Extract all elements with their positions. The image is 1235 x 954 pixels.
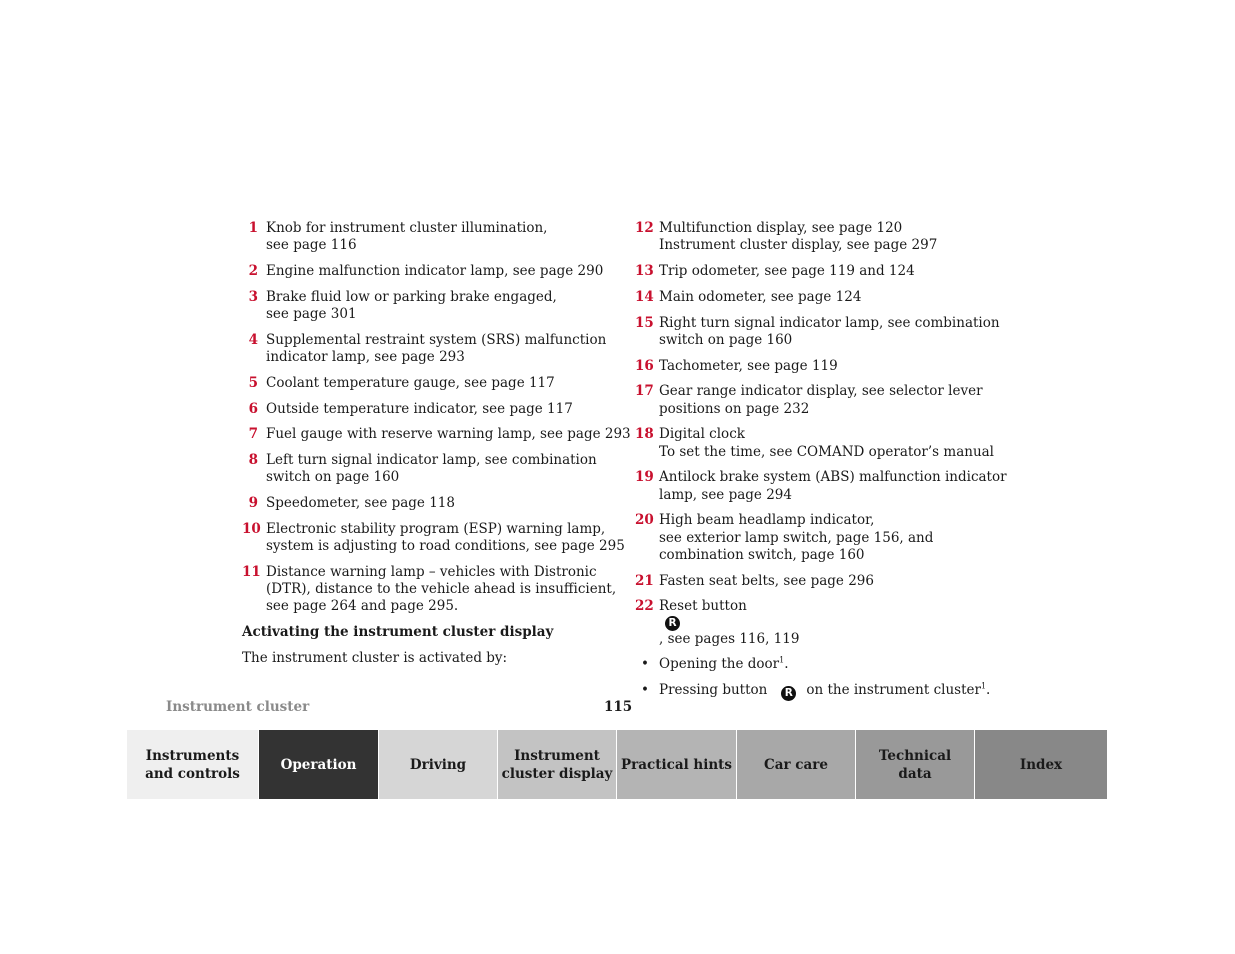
tab-technical-data[interactable] (856, 730, 975, 799)
item-text-line: combination switch, page 160 (659, 546, 865, 563)
item-text-line: see exterior lamp switch, page 156, and (659, 529, 934, 546)
item-number: 14 (635, 288, 654, 305)
bullet-text: on the instrument cluster (806, 682, 981, 699)
item-text-line: Multifunction display, see page 120 (659, 220, 903, 236)
item-text-line: Tachometer, see page 119 (659, 357, 838, 374)
tab-practical-hints[interactable] (617, 730, 737, 799)
item-number: 10 (242, 520, 261, 537)
item-number: 1 (248, 220, 258, 236)
bullet-text: Pressing button (659, 682, 768, 699)
tab-instrument-cluster-display[interactable] (498, 730, 617, 799)
footer-section-title: Instrument cluster (166, 699, 310, 715)
legend-item-19 (635, 469, 1015, 503)
item-number: 16 (635, 357, 654, 374)
legend-item-22 (635, 598, 1015, 647)
tab-label: and controls (145, 765, 240, 782)
item-text-line: Coolant temperature gauge, see page 117 (266, 374, 555, 391)
tab-label: data (898, 765, 932, 782)
legend-item-4 (242, 332, 614, 366)
item-text-line: Outside temperature indicator, see page 117 (266, 400, 573, 417)
section-heading: Activating the instrument cluster display (242, 624, 554, 641)
bullet-end: . (986, 682, 991, 699)
bullet-item (635, 656, 1015, 673)
footnote-marker: 1 (980, 681, 987, 691)
legend-item-5 (242, 375, 614, 392)
tab-label: Driving (409, 756, 467, 773)
item-number: 17 (635, 383, 654, 400)
reset-button-icon: R (781, 686, 796, 701)
item-text-line: Speedometer, see page 118 (266, 495, 455, 512)
tab-index[interactable] (975, 730, 1108, 799)
bullet-icon: • (641, 656, 649, 673)
tab-instruments-and-controls[interactable] (127, 730, 259, 799)
item-number: 4 (248, 331, 258, 348)
item-text-line: see page 301 (266, 306, 357, 322)
item-number: 18 (635, 426, 654, 443)
item-text-line: lamp, see page 294 (659, 486, 792, 503)
item-text-line: positions on page 232 (659, 400, 810, 417)
tab-label: cluster display (501, 765, 613, 782)
item-number: 19 (635, 469, 654, 486)
item-text-line: Main odometer, see page 124 (659, 288, 862, 305)
chapter-tab-bar (127, 730, 1108, 799)
bullet-end: . (784, 656, 789, 673)
item-text-line: Gear range indicator display, see selector lever (659, 383, 983, 400)
right-column (635, 220, 1015, 710)
item-text-line: Fasten seat belts, see page 296 (659, 572, 874, 589)
item-number: 5 (248, 374, 258, 391)
item-text-line: (DTR), distance to the vehicle ahead is insufficient, (266, 581, 617, 598)
legend-list-right (635, 220, 1015, 590)
item-text-line: Right turn signal indicator lamp, see combination (659, 314, 1000, 331)
item-text-line: Antilock brake system (ABS) malfunction indicator (659, 469, 1007, 486)
item-text-line: indicator lamp, see page 293 (266, 349, 465, 365)
tab-label: Technical (878, 747, 952, 764)
item-text-line: system is adjusting to road conditions, see page 295 (266, 538, 625, 555)
section-intro: The instrument cluster is activated by: (242, 649, 508, 666)
item-text-line: see page 116 (266, 237, 357, 254)
left-column (242, 220, 631, 667)
tab-operation[interactable] (259, 730, 379, 799)
item-text-line: Trip odometer, see page 119 and 124 (659, 263, 915, 279)
tab-label: Car care (764, 756, 828, 773)
legend-item-14 (635, 289, 1015, 306)
legend-item-13 (635, 263, 1015, 280)
reset-button-icon: R (665, 616, 680, 631)
tab-car-care[interactable] (737, 730, 856, 799)
page-number: 115 (604, 699, 633, 715)
item-number: 2 (248, 263, 258, 279)
legend-item-7 (242, 426, 631, 443)
tab-label: Instruments (145, 747, 240, 764)
legend-item-20 (635, 512, 1015, 564)
item-text: , see pages 116, 119 (659, 630, 800, 647)
item-text-line: High beam headlamp indicator, (659, 512, 875, 529)
item-number: 7 (248, 426, 258, 443)
item-text-line: switch on page 160 (266, 469, 400, 486)
item-text-line: Distance warning lamp – vehicles with Distronic (266, 563, 597, 580)
item-number: 13 (635, 263, 654, 279)
item-text-line: see page 264 and page 295. (266, 598, 459, 615)
item-number: 11 (242, 563, 261, 580)
tab-label: Operation (280, 756, 357, 773)
item-number: 9 (248, 495, 258, 512)
item-text-line: Digital clock (659, 426, 745, 443)
tab-driving[interactable] (379, 730, 498, 799)
item-number: 6 (248, 400, 258, 417)
item-text-line: Instrument cluster display, see page 297 (659, 237, 938, 254)
item-text-line: To set the time, see COMAND operator’s manual (659, 443, 995, 460)
footnote-marker: 1 (779, 655, 785, 665)
legend-item-6 (242, 401, 614, 418)
item-text-line: Brake fluid low or parking brake engaged, (266, 288, 557, 305)
legend-item-21 (635, 573, 1015, 590)
legend-item-15 (635, 315, 1015, 349)
legend-item-1 (242, 220, 614, 254)
item-number: 20 (635, 512, 654, 529)
bullet-item (635, 682, 1015, 701)
item-text-line: Fuel gauge with reserve warning lamp, see page 293 (266, 426, 631, 443)
legend-item-9 (242, 495, 614, 512)
legend-item-18 (635, 426, 1015, 460)
legend-item-2 (242, 263, 614, 280)
legend-list-left (242, 220, 631, 616)
item-number: 21 (635, 572, 654, 589)
bullet-text: Opening the door (659, 656, 780, 673)
legend-item-8 (242, 452, 614, 486)
item-text-line: Supplemental restraint system (SRS) malfunction (266, 331, 607, 348)
item-number: 3 (248, 288, 258, 305)
legend-item-10 (242, 520, 625, 555)
legend-item-17 (635, 383, 1015, 417)
item-number: 22 (635, 598, 654, 615)
item-number: 8 (248, 452, 258, 469)
tab-label: Practical hints (621, 756, 732, 773)
item-text-line: Knob for instrument cluster illumination, (266, 220, 548, 236)
bullet-icon: • (641, 682, 649, 699)
item-text-line: Left turn signal indicator lamp, see combination (266, 452, 597, 469)
item-text: Reset button (659, 598, 747, 615)
tab-label: Index (1019, 756, 1063, 773)
legend-item-11 (242, 563, 617, 616)
item-text-line: switch on page 160 (659, 331, 793, 348)
legend-item-16 (635, 358, 1015, 375)
legend-item-12 (635, 220, 1015, 254)
item-text-line: Electronic stability program (ESP) warning lamp, (266, 520, 606, 537)
legend-item-3 (242, 289, 614, 323)
item-number: 12 (635, 220, 654, 236)
item-text-line: Engine malfunction indicator lamp, see page 290 (266, 263, 604, 279)
tab-label: Instrument (514, 747, 600, 764)
item-number: 15 (635, 314, 654, 331)
